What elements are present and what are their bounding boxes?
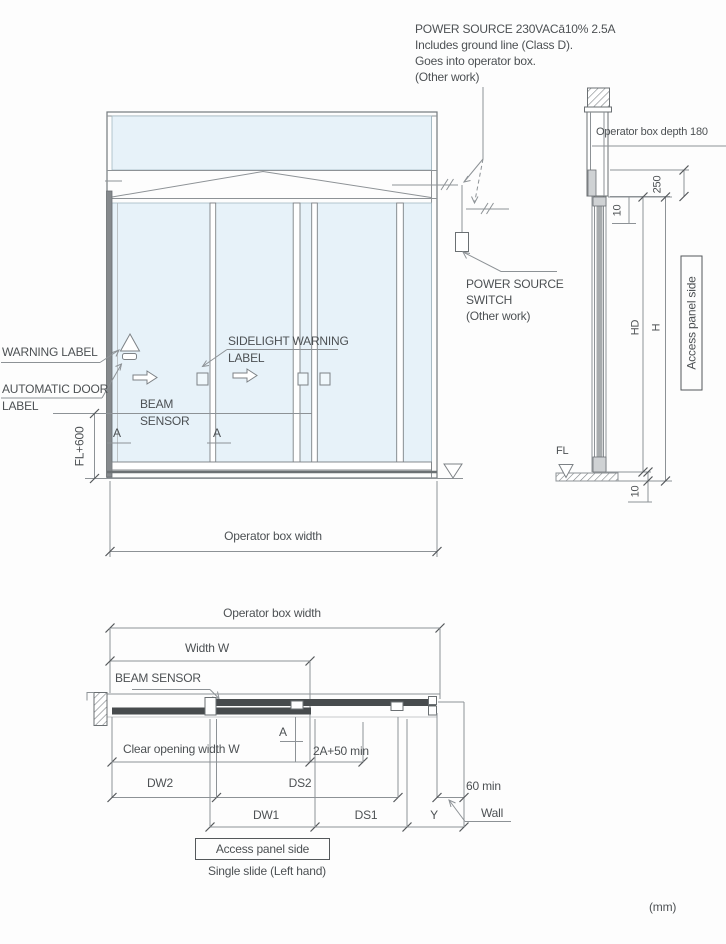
dim-y: Y [430, 808, 438, 822]
dim-width-w: Width W [185, 641, 229, 655]
dim-dw2: DW2 [146, 776, 174, 790]
sidelight-warning-label-line1: SIDELIGHT WARNING [228, 334, 349, 348]
power-source-note-line3: Goes into operator box. [415, 54, 536, 68]
dim-ds1: DS1 [354, 808, 378, 822]
beam-sensor-label-line1: BEAM [140, 397, 174, 411]
dim-h: H [650, 323, 663, 332]
power-source-note-line1: POWER SOURCE 230VACā10% 2.5A [415, 22, 616, 36]
access-panel-side-tag-plan: Access panel side [195, 838, 330, 860]
warning-label: WARNING LABEL [2, 345, 98, 359]
dim-fl-plus-600: FL+600 [72, 426, 87, 467]
power-switch-note-line2: SWITCH [466, 293, 513, 307]
automatic-door-label-line2: LABEL [2, 399, 39, 413]
section-mark-a-right: A [213, 426, 221, 440]
sidelight-warning-label-line2: LABEL [228, 351, 265, 365]
drawing-caption: Single slide (Left hand) [208, 864, 326, 878]
door-label-icon [123, 354, 137, 360]
power-source-note-line2: Includes ground line (Class D). [415, 38, 573, 52]
beam-sensor-label-plan: BEAM SENSOR [115, 671, 201, 685]
section-mark-a-left: A [113, 426, 121, 440]
dim-60-min: 60 min [466, 779, 501, 793]
power-switch-note-line3: (Other work) [466, 309, 531, 323]
fl-marker-label: FL [556, 445, 569, 457]
fl-level-marker-front [444, 464, 462, 478]
sidelight-warning-sticker-icon [298, 373, 308, 385]
power-switch-note-line1: POWER SOURCE [466, 277, 564, 291]
dim-dw1: DW1 [252, 808, 280, 822]
dim-10-top: 10 [611, 204, 624, 217]
dim-ds2: DS2 [288, 776, 312, 790]
power-wiring-linework [456, 87, 558, 272]
automatic-door-label-line1: AUTOMATIC DOOR [2, 382, 109, 396]
dim-clear-opening-width: Clear opening width W [123, 742, 240, 756]
dim-operator-box-width-plan: Operator box width [223, 606, 321, 620]
wall-label: Wall [481, 806, 504, 820]
access-panel-side-tag-side-view: Access panel side [681, 256, 703, 391]
power-source-note-line4: (Other work) [415, 70, 480, 84]
sidelight-warning-sticker-icon [197, 373, 208, 385]
dim-operator-box-width-front: Operator box width [224, 529, 322, 543]
power-switch-note [466, 277, 564, 325]
dim-250: 250 [651, 175, 664, 194]
dim-hd: HD [629, 319, 642, 336]
dim-operator-box-depth: Operator box depth 180 [596, 126, 708, 138]
dim-a-plan: A [279, 725, 287, 739]
beam-sensor-label-line2: SENSOR [140, 414, 190, 428]
plan-left-wall [94, 693, 107, 726]
sidelight-warning-sticker-icon [320, 373, 330, 385]
dim-2a-plus-50: 2A+50 min [313, 744, 369, 758]
power-source-note [415, 22, 615, 86]
units-note: (mm) [649, 900, 677, 914]
power-switch-symbol [456, 233, 469, 252]
dim-10-bottom: 10 [629, 485, 642, 498]
